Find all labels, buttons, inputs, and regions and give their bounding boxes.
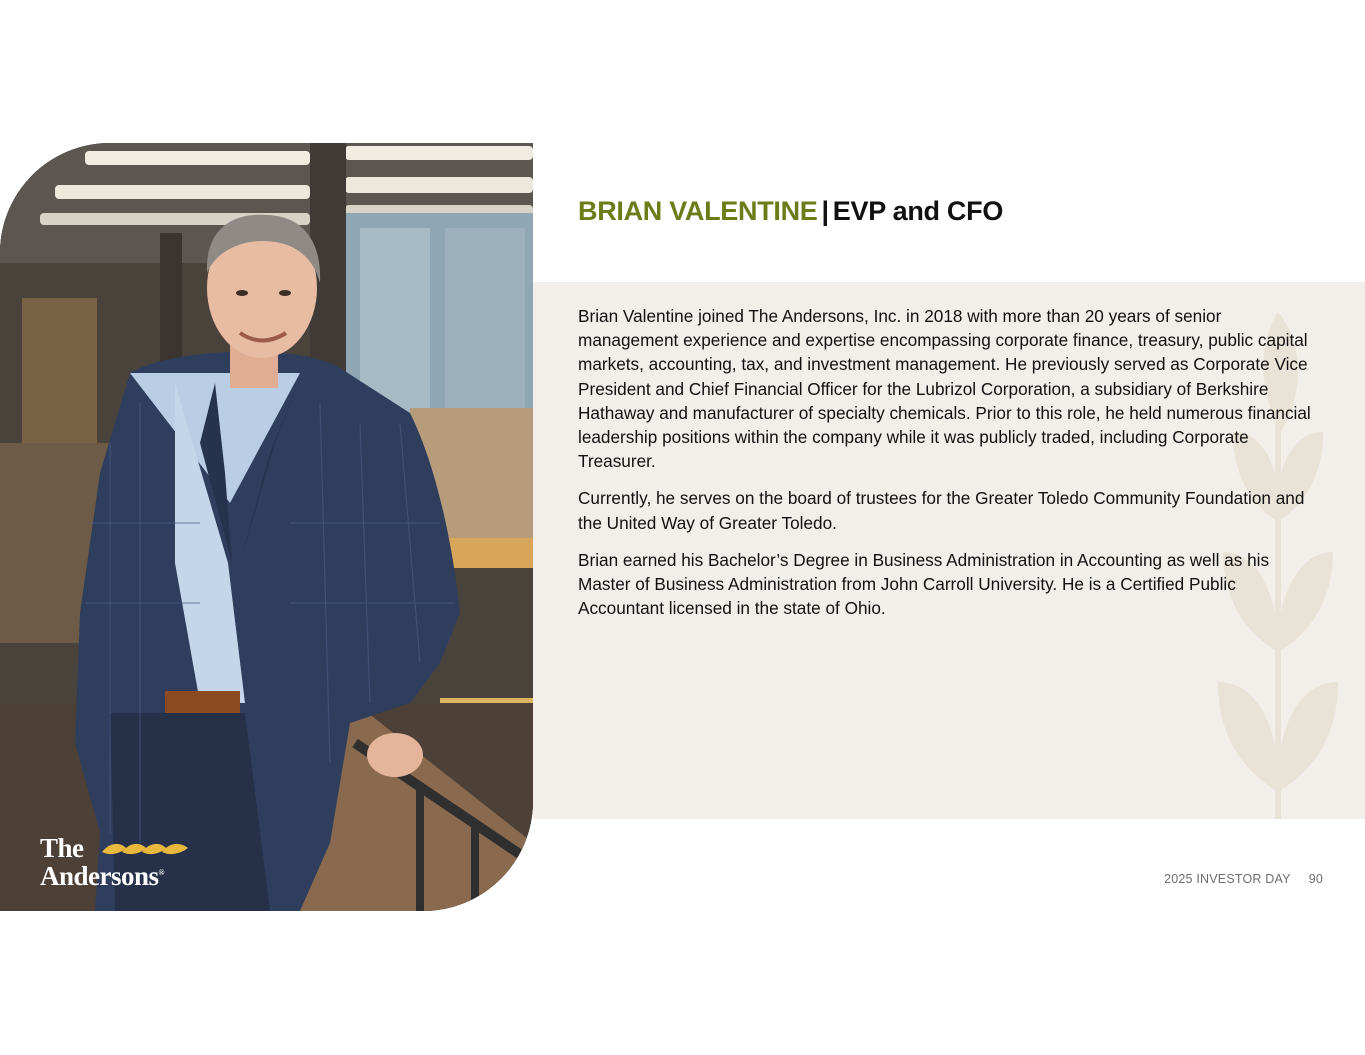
executive-name: BRIAN VALENTINE — [578, 196, 818, 226]
bio-paragraph-boards: Currently, he serves on the board of trustees for the Greater Toledo Community Foundation and the United Way of Greater Toledo. — [578, 488, 1305, 533]
page-number: 90 — [1308, 872, 1323, 886]
title-separator: | — [821, 196, 829, 226]
portrait-illustration — [0, 143, 533, 911]
executive-photo — [0, 143, 533, 911]
bio-paragraph-career: Brian Valentine joined The Andersons, Inc. in 2018 with more than 20 years of senior management experience and expertise encompassing corporate finance, treasury, public capital markets, accounting, tax, and investment management. He previously served as Corporate Vice President and Chief Financial Officer for the Lubrizol Corporation, a subsidiary of Berkshire Hathaway and manufacturer of specialty chemicals. Prior to this role, he held numerous financial leadership positions within the company while it was publicly traded, including Corporate Treasurer. — [578, 306, 1311, 472]
logo-line-the: The — [40, 833, 84, 863]
bio-panel — [533, 282, 1365, 819]
wheat-logo-icon — [100, 840, 192, 860]
andersons-logo — [40, 833, 200, 891]
footer-event: 2025 INVESTOR DAY — [1164, 872, 1291, 886]
logo-wordmark: Andersons — [40, 861, 159, 891]
slide-footer — [1164, 872, 1323, 886]
logo-line-andersons — [40, 861, 165, 891]
bio-text — [578, 304, 1323, 633]
page-title — [578, 196, 1003, 227]
bio-paragraph-education: Brian earned his Bachelor’s Degree in Business Administration in Accounting as well as his Master of Business Administration from John Carroll University. He is a Certified Public Accountant licensed in the state of Ohio. — [578, 549, 1270, 619]
registered-mark: ® — [158, 868, 165, 877]
executive-role: EVP and CFO — [832, 196, 1004, 226]
